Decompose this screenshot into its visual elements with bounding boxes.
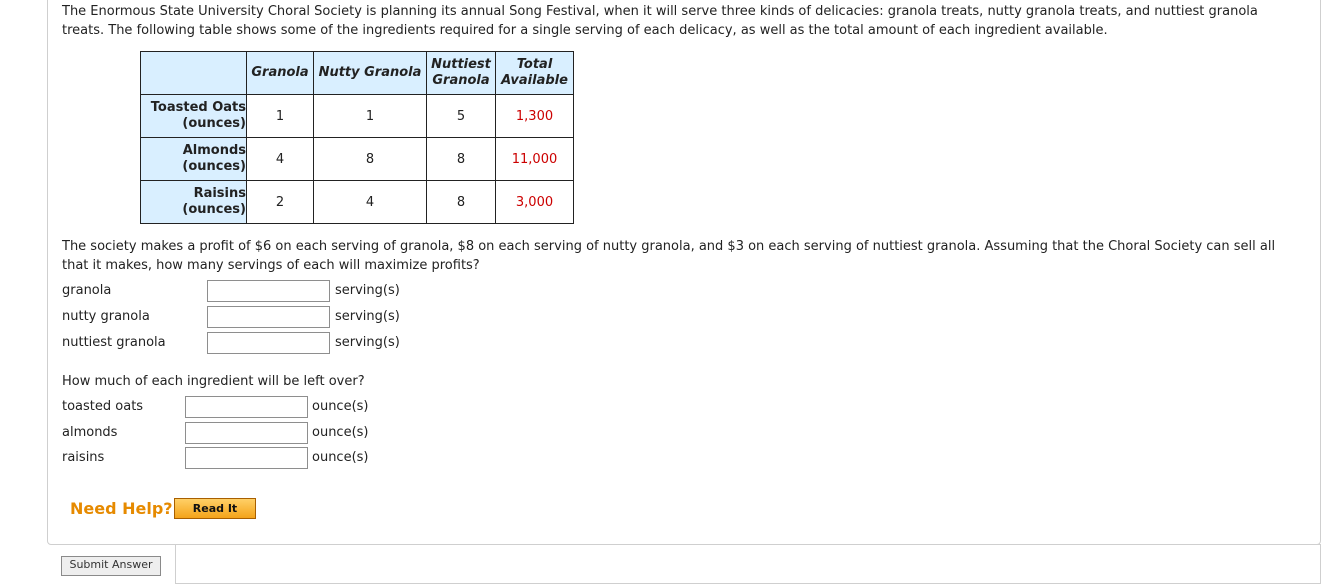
total-cell: 1,300 bbox=[496, 95, 574, 138]
leftover-question: How much of each ingredient will be left over? bbox=[62, 374, 365, 389]
read-it-button[interactable]: Read It bbox=[174, 498, 256, 519]
table-row bbox=[141, 95, 574, 138]
table-cell: 1 bbox=[247, 95, 314, 138]
nuttiest-granola-servings-input[interactable] bbox=[207, 332, 330, 354]
row-header-raisins: Raisins (ounces) bbox=[141, 181, 247, 224]
toasted-oats-unit: ounce(s) bbox=[312, 399, 369, 414]
toasted-oats-leftover-input[interactable] bbox=[185, 396, 308, 418]
answer-feedback-box bbox=[175, 544, 1321, 584]
table-cell: 4 bbox=[314, 181, 427, 224]
table-cell: 4 bbox=[247, 138, 314, 181]
total-cell: 11,000 bbox=[496, 138, 574, 181]
almonds-label: almonds bbox=[62, 425, 118, 440]
nutty-granola-servings-input[interactable] bbox=[207, 306, 330, 328]
nutty-granola-unit: serving(s) bbox=[335, 309, 400, 324]
almonds-leftover-input[interactable] bbox=[185, 422, 308, 444]
table-row bbox=[141, 181, 574, 224]
table-cell: 8 bbox=[314, 138, 427, 181]
table-cell: 8 bbox=[427, 138, 496, 181]
row-header-almonds: Almonds (ounces) bbox=[141, 138, 247, 181]
table-row bbox=[141, 138, 574, 181]
nutty-granola-label: nutty granola bbox=[62, 309, 150, 324]
header-nuttiest-granola: Nuttiest Granola bbox=[427, 52, 496, 95]
raisins-unit: ounce(s) bbox=[312, 450, 369, 465]
raisins-label: raisins bbox=[62, 450, 105, 465]
need-help-label: Need Help? bbox=[70, 499, 173, 518]
table-cell: 5 bbox=[427, 95, 496, 138]
granola-label: granola bbox=[62, 283, 112, 298]
table-corner-cell bbox=[141, 52, 247, 95]
almonds-unit: ounce(s) bbox=[312, 425, 369, 440]
header-granola: Granola bbox=[247, 52, 314, 95]
row-header-toasted-oats: Toasted Oats (ounces) bbox=[141, 95, 247, 138]
ingredients-table bbox=[140, 51, 574, 224]
table-cell: 8 bbox=[427, 181, 496, 224]
question-intro: The Enormous State University Choral Society is planning its annual Song Festival, when it will serve three kinds of delicacies: granola treats, nutty granola treats, and nuttiest granola treats. The following table shows some of the ingredients required for a single serving of each delicacy, as well as the total amount of each ingredient available. bbox=[62, 4, 1258, 38]
nuttiest-granola-unit: serving(s) bbox=[335, 335, 400, 350]
header-total-available: Total Available bbox=[496, 52, 574, 95]
header-nutty-granola: Nutty Granola bbox=[314, 52, 427, 95]
table-cell: 2 bbox=[247, 181, 314, 224]
toasted-oats-label: toasted oats bbox=[62, 399, 144, 414]
granola-unit: serving(s) bbox=[335, 283, 400, 298]
profit-question: The society makes a profit of $6 on each serving of granola, $8 on each serving of nutty granola, and $3 on each serving of nuttiest granola. Assuming that the Choral Society can sell all that it makes, how many servings of each will maximize profits? bbox=[62, 239, 1276, 273]
table-header-row bbox=[141, 52, 574, 95]
table-cell: 1 bbox=[314, 95, 427, 138]
raisins-leftover-input[interactable] bbox=[185, 447, 308, 469]
submit-answer-button[interactable]: Submit Answer bbox=[61, 556, 161, 576]
nuttiest-granola-label: nuttiest granola bbox=[62, 335, 166, 350]
granola-servings-input[interactable] bbox=[207, 280, 330, 302]
total-cell: 3,000 bbox=[496, 181, 574, 224]
